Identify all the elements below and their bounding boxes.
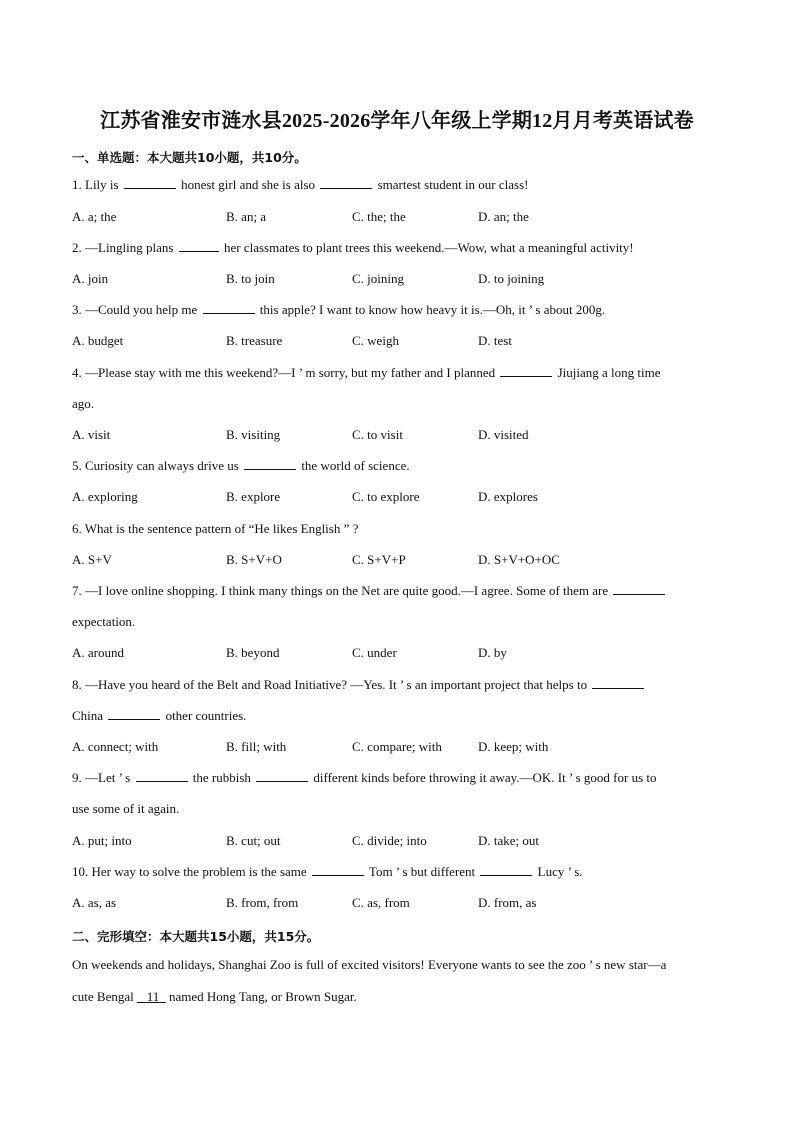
option-d: D. an; the (478, 209, 529, 224)
answer-blank (203, 303, 255, 314)
option-a: A. connect; with (72, 739, 159, 754)
option-a: A. visit (72, 427, 111, 442)
passage-text-a: cute Bengal (72, 989, 137, 1004)
question-8-text-a: 8. —Have you heard of the Belt and Road Initiative? —Yes. It ’ s an important project that helps to (72, 677, 591, 692)
answer-blank (592, 678, 644, 689)
answer-blank (124, 178, 176, 189)
answer-blank (500, 366, 552, 377)
passage-text-b: named Hong Tang, or Brown Sugar. (165, 989, 357, 1004)
question-9-text-b: the rubbish (189, 770, 255, 785)
answer-blank (312, 865, 364, 876)
option-d: D. from, as (478, 895, 537, 910)
option-d: D. keep; with (478, 739, 549, 754)
question-8-text-d: other countries. (162, 708, 247, 723)
question-9-text-a: 9. —Let ’ s (72, 770, 134, 785)
option-b: B. to join (226, 271, 275, 286)
question-8-text-c: China (72, 708, 107, 723)
option-a: A. exploring (72, 489, 138, 504)
question-4 (72, 365, 661, 381)
answer-blank (244, 459, 296, 470)
question-1-text-b: honest girl and she is also (177, 177, 319, 192)
cloze-blank-number-value: 11 (146, 989, 160, 1004)
question-9-text-c: different kinds before throwing it away.—OK. It ’ s good for us to (310, 770, 657, 785)
option-c: C. weigh (352, 333, 399, 348)
answer-blank (179, 241, 219, 252)
question-2-text-a: 2. —Lingling plans (72, 240, 177, 255)
section-heading-single-choice: 一、单选题：本大题共10小题，共10分。 (72, 150, 307, 165)
answer-blank (613, 584, 665, 595)
question-2-text-b: her classmates to plant trees this weekend.—Wow, what a meaningful activity! (220, 240, 634, 255)
question-5-text-a: 5. Curiosity can always drive us (72, 458, 243, 473)
answer-blank (256, 771, 308, 782)
question-4-continued: ago. (72, 396, 95, 411)
option-b: B. visiting (226, 427, 281, 442)
option-c: C. under (352, 645, 397, 660)
question-4-text-b: Jiujiang a long time (554, 365, 661, 380)
option-d: D. test (478, 333, 512, 348)
question-1 (72, 177, 528, 193)
question-9-continued: use some of it again. (72, 801, 180, 816)
option-c: C. to explore (352, 489, 420, 504)
question-3-text-a: 3. —Could you help me (72, 302, 201, 317)
question-1-text-c: smartest student in our class! (374, 177, 529, 192)
question-10-text-a: 10. Her way to solve the problem is the same (72, 864, 310, 879)
option-b: B. explore (226, 489, 281, 504)
option-d: D. by (478, 645, 507, 660)
option-a: A. around (72, 645, 124, 660)
question-5-text-b: the world of science. (298, 458, 410, 473)
question-9 (72, 770, 657, 786)
answer-blank (136, 771, 188, 782)
option-b: B. from, from (226, 895, 299, 910)
question-2 (72, 240, 634, 256)
passage-line-1: On weekends and holidays, Shanghai Zoo is full of excited visitors! Everyone wants to see the zoo ’ s new star—a (72, 957, 667, 972)
option-a: A. S+V (72, 552, 112, 567)
question-10-text-b: Tom ’ s but different (365, 864, 479, 879)
question-10-text-c: Lucy ’ s. (534, 864, 583, 879)
question-6: 6. What is the sentence pattern of “He likes English ” ? (72, 521, 359, 536)
option-c: C. the; the (352, 209, 406, 224)
answer-blank (320, 178, 372, 189)
option-c: C. as, from (352, 895, 410, 910)
option-c: C. to visit (352, 427, 403, 442)
option-c: C. compare; with (352, 739, 442, 754)
option-b: B. fill; with (226, 739, 287, 754)
question-5 (72, 458, 410, 474)
question-8-continued (72, 708, 246, 724)
exam-title: 江苏省淮安市涟水县2025-2026学年八年级上学期12月月考英语试卷 (100, 110, 694, 132)
option-c: C. divide; into (352, 833, 427, 848)
question-10 (72, 864, 583, 880)
option-a: A. join (72, 271, 109, 286)
option-b: B. an; a (226, 209, 267, 224)
question-7-text-a: 7. —I love online shopping. I think many things on the Net are quite good.—I agree. Some of them are (72, 583, 612, 598)
option-d: D. to joining (478, 271, 545, 286)
option-c: C. joining (352, 271, 405, 286)
question-8 (72, 677, 646, 693)
option-d: D. explores (478, 489, 538, 504)
question-1-text-a: 1. Lily is (72, 177, 122, 192)
option-c: C. S+V+P (352, 552, 406, 567)
question-7-continued: expectation. (72, 614, 136, 629)
answer-blank (108, 709, 160, 720)
question-3-text-b: this apple? I want to know how heavy it is.—Oh, it ’ s about 200g. (256, 302, 606, 317)
passage-line-2 (72, 989, 357, 1005)
option-d: D. take; out (478, 833, 540, 848)
section-heading-cloze: 二、完形填空：本大题共15小题，共15分。 (72, 929, 320, 944)
question-4-text-a: 4. —Please stay with me this weekend?—I ’ m sorry, but my father and I planned (72, 365, 499, 380)
option-a: A. a; the (72, 209, 117, 224)
question-7 (72, 583, 667, 599)
option-b: B. beyond (226, 645, 280, 660)
option-b: B. S+V+O (226, 552, 282, 567)
question-3 (72, 302, 605, 318)
answer-blank (480, 865, 532, 876)
option-b: B. treasure (226, 333, 283, 348)
option-b: B. cut; out (226, 833, 281, 848)
option-a: A. put; into (72, 833, 132, 848)
option-d: D. S+V+O+OC (478, 552, 560, 567)
option-a: A. as, as (72, 895, 117, 910)
cloze-blank-number (137, 989, 166, 1004)
option-d: D. visited (478, 427, 529, 442)
option-a: A. budget (72, 333, 124, 348)
